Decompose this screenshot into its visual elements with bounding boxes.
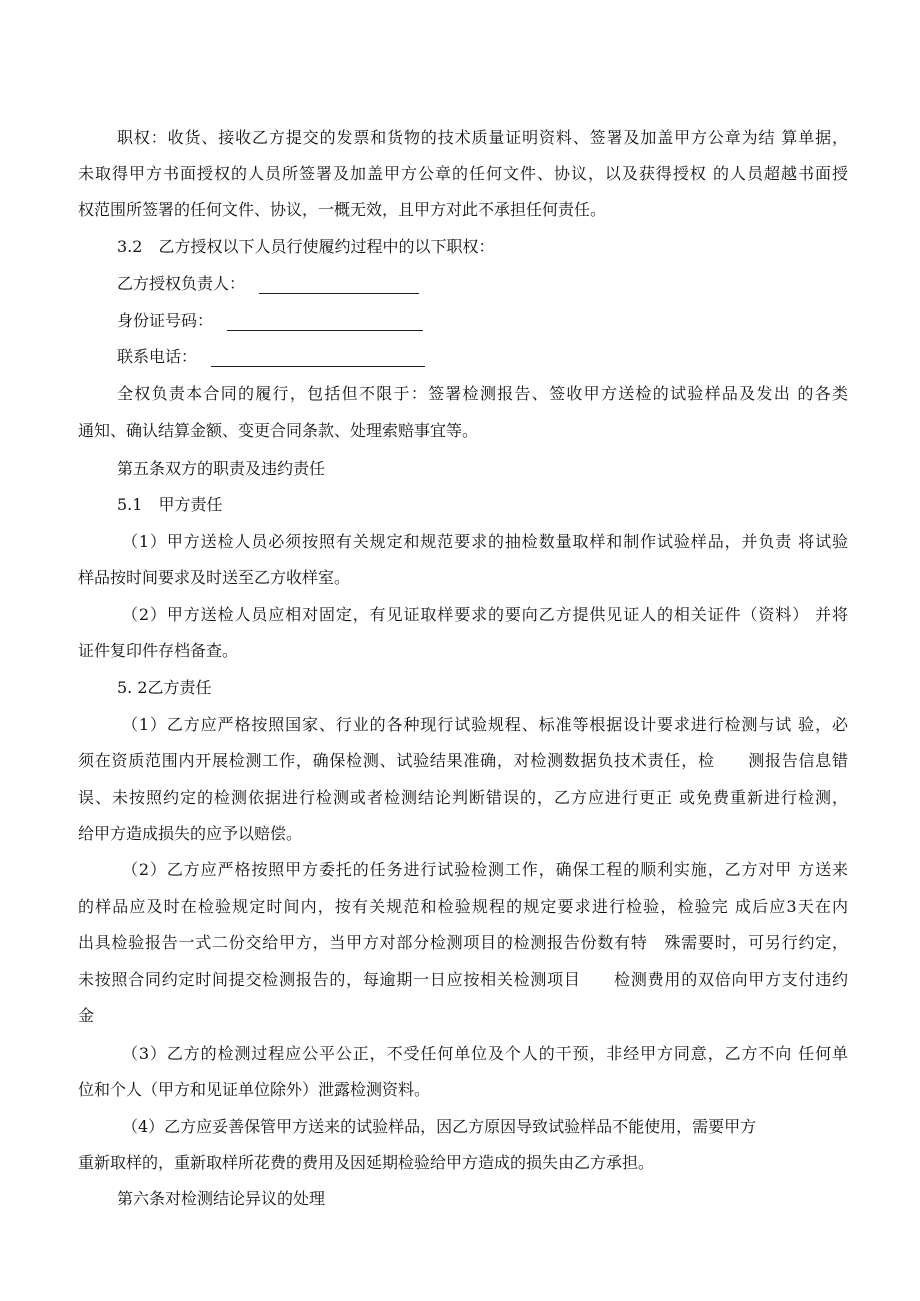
paragraph-line: 金	[78, 1006, 95, 1025]
paragraph-line: 通知、确认结算金额、变更合同条款、处理索赔事宜等。	[78, 421, 479, 440]
paragraph-line: 未按照合同约定时间提交检测报告的，每逾期一日应按相关检测项目 检测费用的双倍向甲方支付违约	[78, 970, 848, 989]
phone-field	[117, 347, 848, 367]
field-label: 身份证号码：	[117, 311, 214, 330]
paragraph-line: 须在资质范围内开展检测工作，确保检测、试验结果准确，对检测数据负技术责任，检 测报告信息错	[78, 751, 848, 770]
clause-3-2: 3.2 乙方授权以下人员行使履约过程中的以下职权：	[117, 237, 495, 256]
id-number-blank[interactable]	[227, 314, 423, 331]
paragraph-line: 全权负责本合同的履行，包括但不限于：签署检测报告、签收甲方送检的试验样品及发出 的各类	[117, 384, 848, 403]
paragraph-line: （4）乙方应妥善保管甲方送来的试验样品，因乙方原因导致试验样品不能使用，需要甲方	[122, 1117, 757, 1136]
paragraph-line: 样品按时间要求及时送至乙方收样室。	[78, 568, 351, 587]
paragraph-line: 误、未按照约定的检测依据进行检测或者检测结论判断错误的，乙方应进行更正 或免费重新进行检测，	[78, 788, 848, 807]
authorized-person-field	[117, 274, 848, 294]
section-5-2-heading: 5. 2乙方责任	[117, 678, 212, 697]
paragraph-line: （2）甲方送检人员应相对固定，有见证取样要求的要向乙方提供见证人的相关证件（资料） 并将	[122, 605, 848, 624]
paragraph-line: （3）乙方的检测过程应公平公正，不受任何单位及个人的干预，非经甲方同意，乙方不向 任何单	[122, 1044, 848, 1063]
paragraph-line: （1）甲方送检人员必须按照有关规定和规范要求的抽检数量取样和制作试验样品，并负责 将试验	[122, 532, 848, 551]
paragraph-line: 重新取样的，重新取样所花费的费用及因延期检验给甲方造成的损失由乙方承担。	[78, 1153, 655, 1172]
paragraph-line: 职权：收货、接收乙方提交的发票和货物的技术质量证明资料、签署及加盖甲方公章为结 算单据，	[117, 128, 848, 147]
paragraph-line: 证件复印件存档备查。	[78, 641, 239, 660]
paragraph-line: 出具检验报告一式二份交给甲方，当甲方对部分检测项目的检测报告份数有特 殊需要时，可另行约定，	[78, 933, 848, 952]
section-5-1-heading: 5.1 甲方责任	[117, 495, 223, 514]
field-label: 乙方授权负责人：	[117, 274, 246, 293]
paragraph-line: （1）乙方应严格按照国家、行业的各种现行试验规程、标准等根据设计要求进行检测与试 验，必	[122, 715, 848, 734]
field-label: 联系电话：	[117, 347, 198, 366]
paragraph-line: 位和个人（甲方和见证单位除外）泄露检测资料。	[78, 1080, 431, 1099]
paragraph-line: （2）乙方应严格按照甲方委托的任务进行试验检测工作，确保工程的顺利实施，乙方对甲 方送来	[122, 860, 848, 879]
phone-blank[interactable]	[211, 350, 425, 367]
paragraph-line: 权范围所签署的任何文件、协议，一概无效，且甲方对此不承担任何责任。	[78, 200, 607, 219]
paragraph-line: 的样品应及时在检验规定时间内，按有关规范和检验规程的规定要求进行检验，检验完 成后应3天在内	[78, 897, 848, 916]
paragraph-line: 未取得甲方书面授权的人员所签署及加盖甲方公章的任何文件、协议，以及获得授权 的人员超越书面授	[78, 164, 848, 183]
authorized-person-blank[interactable]	[259, 277, 419, 294]
paragraph-line: 给甲方造成损失的应予以赔偿。	[78, 824, 303, 843]
article-6-title: 第六条对检测结论异议的处理	[117, 1189, 326, 1208]
id-number-field	[117, 311, 848, 331]
article-5-title: 第五条双方的职责及违约责任	[117, 459, 326, 478]
